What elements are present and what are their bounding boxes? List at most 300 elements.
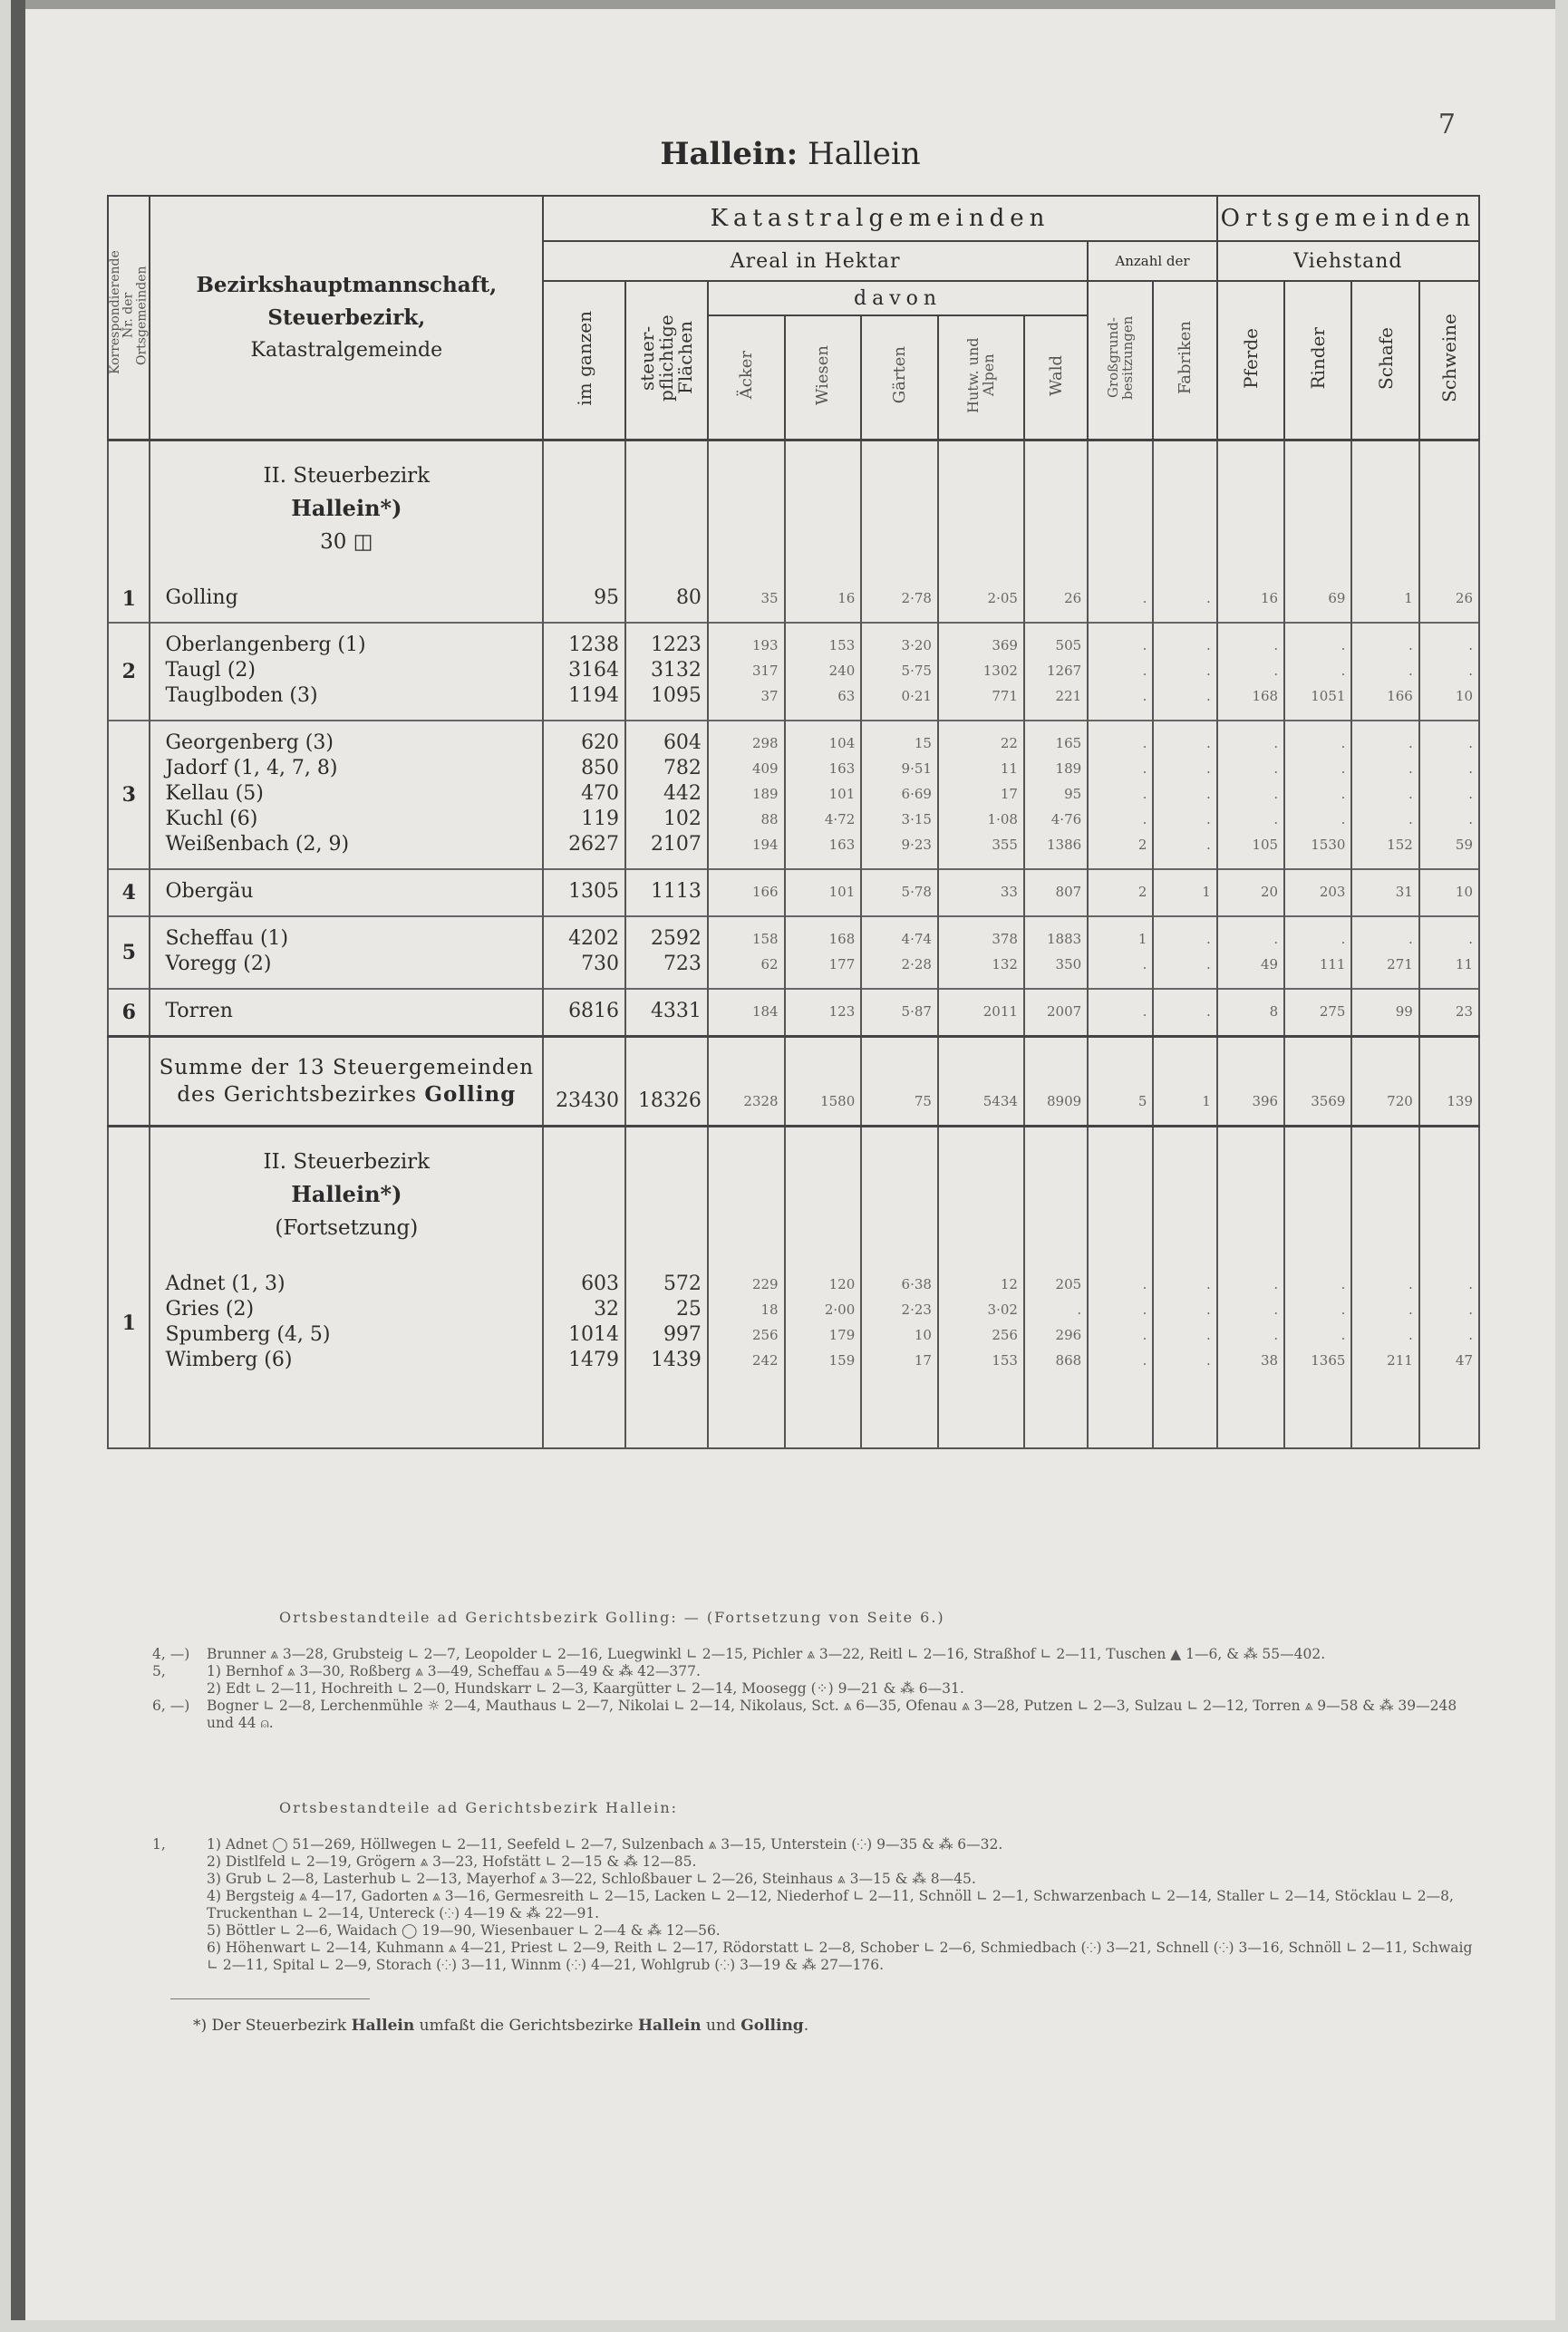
row-number: 3 [108,721,150,869]
value-cell [543,1263,625,1384]
gemeinde-names [150,623,543,721]
value: 317 [751,663,779,679]
value: . [1341,637,1346,653]
value-cell [1419,1263,1479,1384]
notes-hallein-heading: Ortsbestandteile ad Gerichtsbezirk Hallein: [279,1799,679,1816]
note-label: 4, —) [152,1646,190,1662]
value: 3·20 [901,637,932,653]
value: 80 [675,586,702,609]
value: 9·23 [901,837,932,853]
value-cell [1024,869,1088,916]
value: . [1341,1301,1346,1318]
value: 1051 [1311,688,1346,704]
value-cell [861,869,938,916]
value-cell [625,1263,708,1384]
value: 1095 [650,684,702,707]
row-number: 1 [108,1263,150,1384]
value-cell [1088,1263,1153,1384]
value: 807 [1055,884,1082,900]
value-cell [861,989,938,1037]
value: 572 [663,1272,702,1295]
value: . [1142,956,1147,972]
value-cell [708,989,785,1037]
value: 99 [1395,1003,1413,1020]
value-cell [785,869,862,916]
value: 0·21 [901,688,932,704]
value: 20 [1261,884,1279,900]
value-cell [938,916,1024,989]
value-cell [1351,623,1418,721]
gemeinde-name: Tauglboden (3) [165,684,318,707]
value: 11 [1000,760,1018,777]
note-text: Bogner ∟ 2—8, Lerchenmühle ☼ 2—4, Mauthaus ∟ 2—7, Nikolai ∟ 2—14, Nikolaus, Sct. ⩓ 6—35, Ofenau ⩓ 3—28, Putzen ∟ 2—3, Sulzau ∟ 2—12, Torren ⩓ 9—58 & ⁂ 39—248 und 44 ⍝. [207,1698,1457,1731]
value: 2 [1137,884,1147,900]
value-cell [1088,576,1153,623]
value-cell [938,721,1024,869]
section-caption-row [108,440,1479,577]
value: 32 [594,1298,620,1321]
note-text: 1) Adnet ◯ 51—269, Höllwegen ∟ 2—11, Seefeld ∟ 2—7, Sulzenbach ⩓ 3—15, Unterstein (⁘) 9—35 & ⁂ 6—32. [207,1836,1003,1853]
note-row [152,1680,1476,1698]
row-number: 2 [108,623,150,721]
note-row [152,1888,1476,1922]
value: 152 [1387,837,1413,853]
note-label [152,1853,207,1871]
value: 730 [581,953,620,975]
note-row [152,1836,1476,1853]
value: 782 [663,757,702,779]
value: 2·23 [901,1301,932,1318]
value: . [1205,760,1211,777]
page [11,0,1555,2320]
value: 2592 [650,927,702,950]
summe-value: 139 [1419,1037,1479,1127]
row-number: 4 [108,869,150,916]
value-cell [1088,869,1153,916]
value: . [1408,760,1413,777]
row-number: 1 [108,576,150,623]
value-cell [1351,989,1418,1037]
value: . [1468,1276,1473,1292]
value-cell [1024,576,1088,623]
value: 168 [1252,688,1279,704]
value: 33 [1000,884,1018,900]
gemeinde-name: Scheffau (1) [165,927,289,950]
gemeinde-name: Kuchl (6) [165,808,258,830]
note-row [152,1922,1476,1940]
summe-value: 75 [861,1037,938,1127]
value: . [1408,637,1413,653]
value: 1267 [1046,663,1082,679]
header-wiesen: Wiesen [785,315,862,440]
footnote-rule [170,1998,370,1999]
value-cell [1217,989,1284,1037]
value: . [1205,663,1211,679]
value: . [1408,1276,1413,1292]
gemeinde-name: Oberlangenberg (1) [165,634,366,656]
value: . [1142,688,1147,704]
value-cell [1153,869,1216,916]
value: 850 [581,757,620,779]
summe-value: 396 [1217,1037,1284,1127]
value-cell [785,576,862,623]
gemeinde-name: Taugl (2) [165,659,256,682]
value-cell [625,989,708,1037]
header-fabriken: Fabriken [1153,281,1216,440]
note-label [152,1680,207,1698]
value-cell [708,1263,785,1384]
value: . [1205,590,1211,606]
value-cell [1284,1263,1351,1384]
value: 1439 [650,1349,702,1371]
value: 179 [828,1327,856,1343]
group-row [108,576,1479,623]
value-cell [1419,916,1479,989]
gemeinde-name: Jadorf (1, 4, 7, 8) [165,757,338,779]
header-anzahl: Anzahl der [1088,241,1217,281]
value: . [1142,735,1147,751]
group-row [108,989,1479,1037]
spacer-row [108,1384,1479,1448]
value: 104 [828,735,856,751]
note-row [152,1663,1476,1680]
value: . [1205,956,1211,972]
gemeinde-name: Kellau (5) [165,782,264,805]
value: 189 [1055,760,1082,777]
value-cell [625,916,708,989]
header-im-ganzen: im ganzen [543,281,625,440]
value: . [1205,1301,1211,1318]
value: 2107 [650,833,702,856]
value-cell [1024,721,1088,869]
header-gaerten: Gärten [861,315,938,440]
value: . [1273,663,1279,679]
value-cell [1217,576,1284,623]
value: 119 [581,808,620,830]
value: 153 [828,637,856,653]
summe-value: 1580 [785,1037,862,1127]
value: . [1205,735,1211,751]
value: 604 [663,731,702,754]
gemeinde-name: Georgenberg (3) [165,731,334,754]
value: 240 [828,663,856,679]
value-cell [1351,721,1418,869]
value: 9·51 [901,760,932,777]
page-title-rest: Hallein [798,136,921,172]
section-caption: II. Steuerbezirk Hallein*) 30 ◫ [150,440,543,577]
header-schweine: Schweine [1419,281,1479,440]
value-cell [861,916,938,989]
top-bar [25,0,1555,9]
value: 158 [751,931,779,947]
value: 5·87 [901,1003,932,1020]
value: 1479 [568,1349,620,1371]
value-cell [625,721,708,869]
value-cell [1153,623,1216,721]
note-label [152,1871,207,1888]
value-cell [1419,869,1479,916]
note-row [152,1871,1476,1888]
value: 166 [751,884,779,900]
value: . [1205,837,1211,853]
header-orts: Ortsgemeinden [1217,196,1479,241]
summe-value: 8909 [1024,1037,1088,1127]
section2-caption-row [108,1127,1479,1263]
value: 105 [1252,837,1279,853]
header-wald: Wald [1024,315,1088,440]
value: . [1408,663,1413,679]
value: . [1341,735,1346,751]
summe-value: 5434 [938,1037,1024,1127]
value: 47 [1455,1352,1473,1369]
value-cell [708,869,785,916]
gemeinde-names [150,916,543,989]
value-cell [1024,989,1088,1037]
value: . [1468,637,1473,653]
value: 229 [751,1276,779,1292]
note-text: 2) Edt ∟ 2—11, Hochreith ∟ 2—0, Hundskarr ∟ 2—3, Kaargütter ∟ 2—14, Moosegg (⁘) 9—21 & ⁂ 6—31. [207,1680,964,1697]
value-cell [708,576,785,623]
value: 3·15 [901,811,932,827]
value-cell [543,721,625,869]
value: . [1468,663,1473,679]
value-cell [1284,916,1351,989]
value: 1223 [650,634,702,656]
value: 12 [1000,1276,1018,1292]
note-row [152,1698,1476,1732]
value: . [1205,1003,1211,1020]
group-row [108,1263,1479,1384]
value: . [1142,1352,1147,1369]
value: . [1142,1003,1147,1020]
value: 6·69 [901,786,932,802]
notes-golling-heading: Ortsbestandteile ad Gerichtsbezirk Golling: — (Fortsetzung von Seite 6.) [279,1609,945,1626]
value-cell [1217,869,1284,916]
note-label: 1, [152,1836,166,1853]
value: . [1468,1301,1473,1318]
value-cell [938,576,1024,623]
value: 221 [1055,688,1082,704]
value-cell [1284,869,1351,916]
value: 37 [760,688,779,704]
value: 4·72 [824,811,856,827]
value-cell [938,989,1024,1037]
header-bezirk: Bezirkshauptmannschaft, Steuerbezirk, Katastralgemeinde [150,196,543,440]
value-cell [1284,623,1351,721]
value: 2627 [568,833,620,856]
value: 10 [914,1327,932,1343]
value: . [1408,811,1413,827]
value: 2 [1137,837,1147,853]
value-cell [625,576,708,623]
value-cell [1351,869,1418,916]
value: 184 [751,1003,779,1020]
gemeinde-name: Obergäu [165,880,254,903]
page-title [25,136,1555,172]
value: 4·76 [1050,811,1082,827]
summe-value: 720 [1351,1037,1418,1127]
gemeinde-name: Adnet (1, 3) [165,1272,286,1295]
gemeinde-name: Voregg (2) [165,953,272,975]
value: 59 [1455,837,1473,853]
value: 205 [1055,1276,1082,1292]
value: 163 [828,760,856,777]
page-number: 7 [1437,109,1456,140]
note-label [152,1940,207,1974]
value-cell [938,869,1024,916]
header-grossgrund: Großgrund-besitzungen [1088,281,1153,440]
value: . [1468,786,1473,802]
header-viehstand: Viehstand [1217,241,1479,281]
value-cell [1088,916,1153,989]
value-cell [1217,721,1284,869]
gemeinde-name: Golling [165,586,238,609]
note-text: 4) Bergsteig ⩓ 4—17, Gadorten ⩓ 3—16, Germesreith ∟ 2—15, Lacken ∟ 2—12, Niederhof ∟ 2—11, Schnöll ∟ 2—1, Schwarzenbach ∟ 2—14, Staller ∟ 2—14, Stöcklau ∟ 2—8, Truckenthan ∟ 2—14, Untereck (⁘) 4—19 & ⁂ 22—91. [207,1888,1454,1921]
gemeinde-name: Weißenbach (2, 9) [165,833,350,856]
value: 31 [1395,884,1413,900]
value: 35 [760,590,779,606]
value-cell [1024,623,1088,721]
value: 378 [992,931,1018,947]
value-cell [1284,576,1351,623]
value: 159 [828,1352,856,1369]
value: 256 [751,1327,779,1343]
header-hutweiden: Hutw. und Alpen [938,315,1024,440]
value: 5·75 [901,663,932,679]
value: 1 [1137,931,1147,947]
value: . [1205,688,1211,704]
value: 26 [1455,590,1473,606]
gemeinde-names [150,1263,543,1384]
footnote: *) Der Steuerbezirk Hallein umfaßt die Gerichtsbezirke Hallein und Golling. [193,2017,809,2035]
value: 193 [751,637,779,653]
value-cell [785,721,862,869]
value-cell [1351,576,1418,623]
value-cell [1088,989,1153,1037]
note-row [152,1940,1476,1974]
value: 355 [992,837,1018,853]
note-text: 5) Böttler ∟ 2—6, Waidach ◯ 19—90, Wiesenbauer ∟ 2—4 & ⁂ 12—56. [207,1922,721,1939]
value: 10 [1455,884,1473,900]
value: 369 [992,637,1018,653]
value-cell [708,721,785,869]
note-text: 2) Distlfeld ∟ 2—19, Grögern ⩓ 3—23, Hofstätt ∟ 2—15 & ⁂ 12—85. [207,1853,697,1870]
value-cell [1088,623,1153,721]
value: . [1468,811,1473,827]
value: . [1142,590,1147,606]
header-schafe: Schafe [1351,281,1418,440]
value: 603 [581,1272,620,1295]
value: 95 [1064,786,1082,802]
value: . [1468,735,1473,751]
value: 177 [828,956,856,972]
value: . [1205,637,1211,653]
value: . [1408,735,1413,751]
value: 132 [992,956,1018,972]
section2-caption: II. Steuerbezirk Hallein*) (Fortsetzung) [150,1127,543,1263]
statistics-table [107,195,1480,1449]
value: 1365 [1311,1352,1346,1369]
value: . [1142,760,1147,777]
note-label: 6, —) [152,1698,190,1714]
value: 771 [992,688,1018,704]
value-cell [785,623,862,721]
value: . [1142,1276,1147,1292]
value: 1386 [1046,837,1082,853]
value: . [1142,811,1147,827]
value: 166 [1387,688,1413,704]
value: . [1273,931,1279,947]
value-cell [1153,989,1216,1037]
value: . [1468,760,1473,777]
summe-value: 3569 [1284,1037,1351,1127]
value-cell [1351,916,1418,989]
value: 4·74 [901,931,932,947]
value: 350 [1055,956,1082,972]
page-title-bold: Hallein: [660,136,799,172]
value: 123 [828,1003,856,1020]
value-cell [543,623,625,721]
value: 26 [1064,590,1082,606]
value-cell [861,576,938,623]
gemeinde-name: Wimberg (6) [165,1349,293,1371]
value-cell [708,623,785,721]
value: 3164 [568,659,620,682]
value: 868 [1055,1352,1082,1369]
value: . [1341,760,1346,777]
note-text: Brunner ⩓ 3—28, Grubsteig ∟ 2—7, Leopolder ∟ 2—16, Luegwinkl ∟ 2—15, Pichler ⩓ 3—22, Reitl ∟ 2—16, Straßhof ∟ 2—11, Tuschen ▲ 1—6, & ⁂ 55—402. [207,1646,1326,1662]
value-cell [1419,721,1479,869]
value: . [1142,1327,1147,1343]
note-label [152,1922,207,1940]
value: 101 [828,884,856,900]
header-korr: Korrespondierende Nr. der Ortsgemeinden [108,196,150,440]
value: . [1468,1327,1473,1343]
group-row [108,721,1479,869]
note-row [152,1853,1476,1871]
value: 22 [1000,735,1018,751]
summe-value: 18326 [625,1037,708,1127]
value: . [1341,1327,1346,1343]
value: 4331 [650,1000,702,1022]
value: 470 [581,782,620,805]
value: . [1273,760,1279,777]
notes-golling [152,1609,1476,1732]
row-number: 5 [108,916,150,989]
value: 298 [751,735,779,751]
value-cell [861,721,938,869]
value-cell [1088,721,1153,869]
summe-value: 5 [1088,1037,1153,1127]
value: . [1077,1301,1082,1318]
value-cell [1419,989,1479,1037]
value: 505 [1055,637,1082,653]
value: 620 [581,731,620,754]
value: 2·05 [987,590,1018,606]
summe-value: 2328 [708,1037,785,1127]
value: 211 [1387,1352,1413,1369]
summe-value: 23430 [543,1037,625,1127]
value: . [1341,811,1346,827]
value-cell [543,576,625,623]
value: 1 [1202,884,1211,900]
value: 6·38 [901,1276,932,1292]
value: . [1273,1276,1279,1292]
value: 1305 [568,880,620,903]
header-rinder: Rinder [1284,281,1351,440]
value: . [1273,637,1279,653]
value-cell [785,989,862,1037]
